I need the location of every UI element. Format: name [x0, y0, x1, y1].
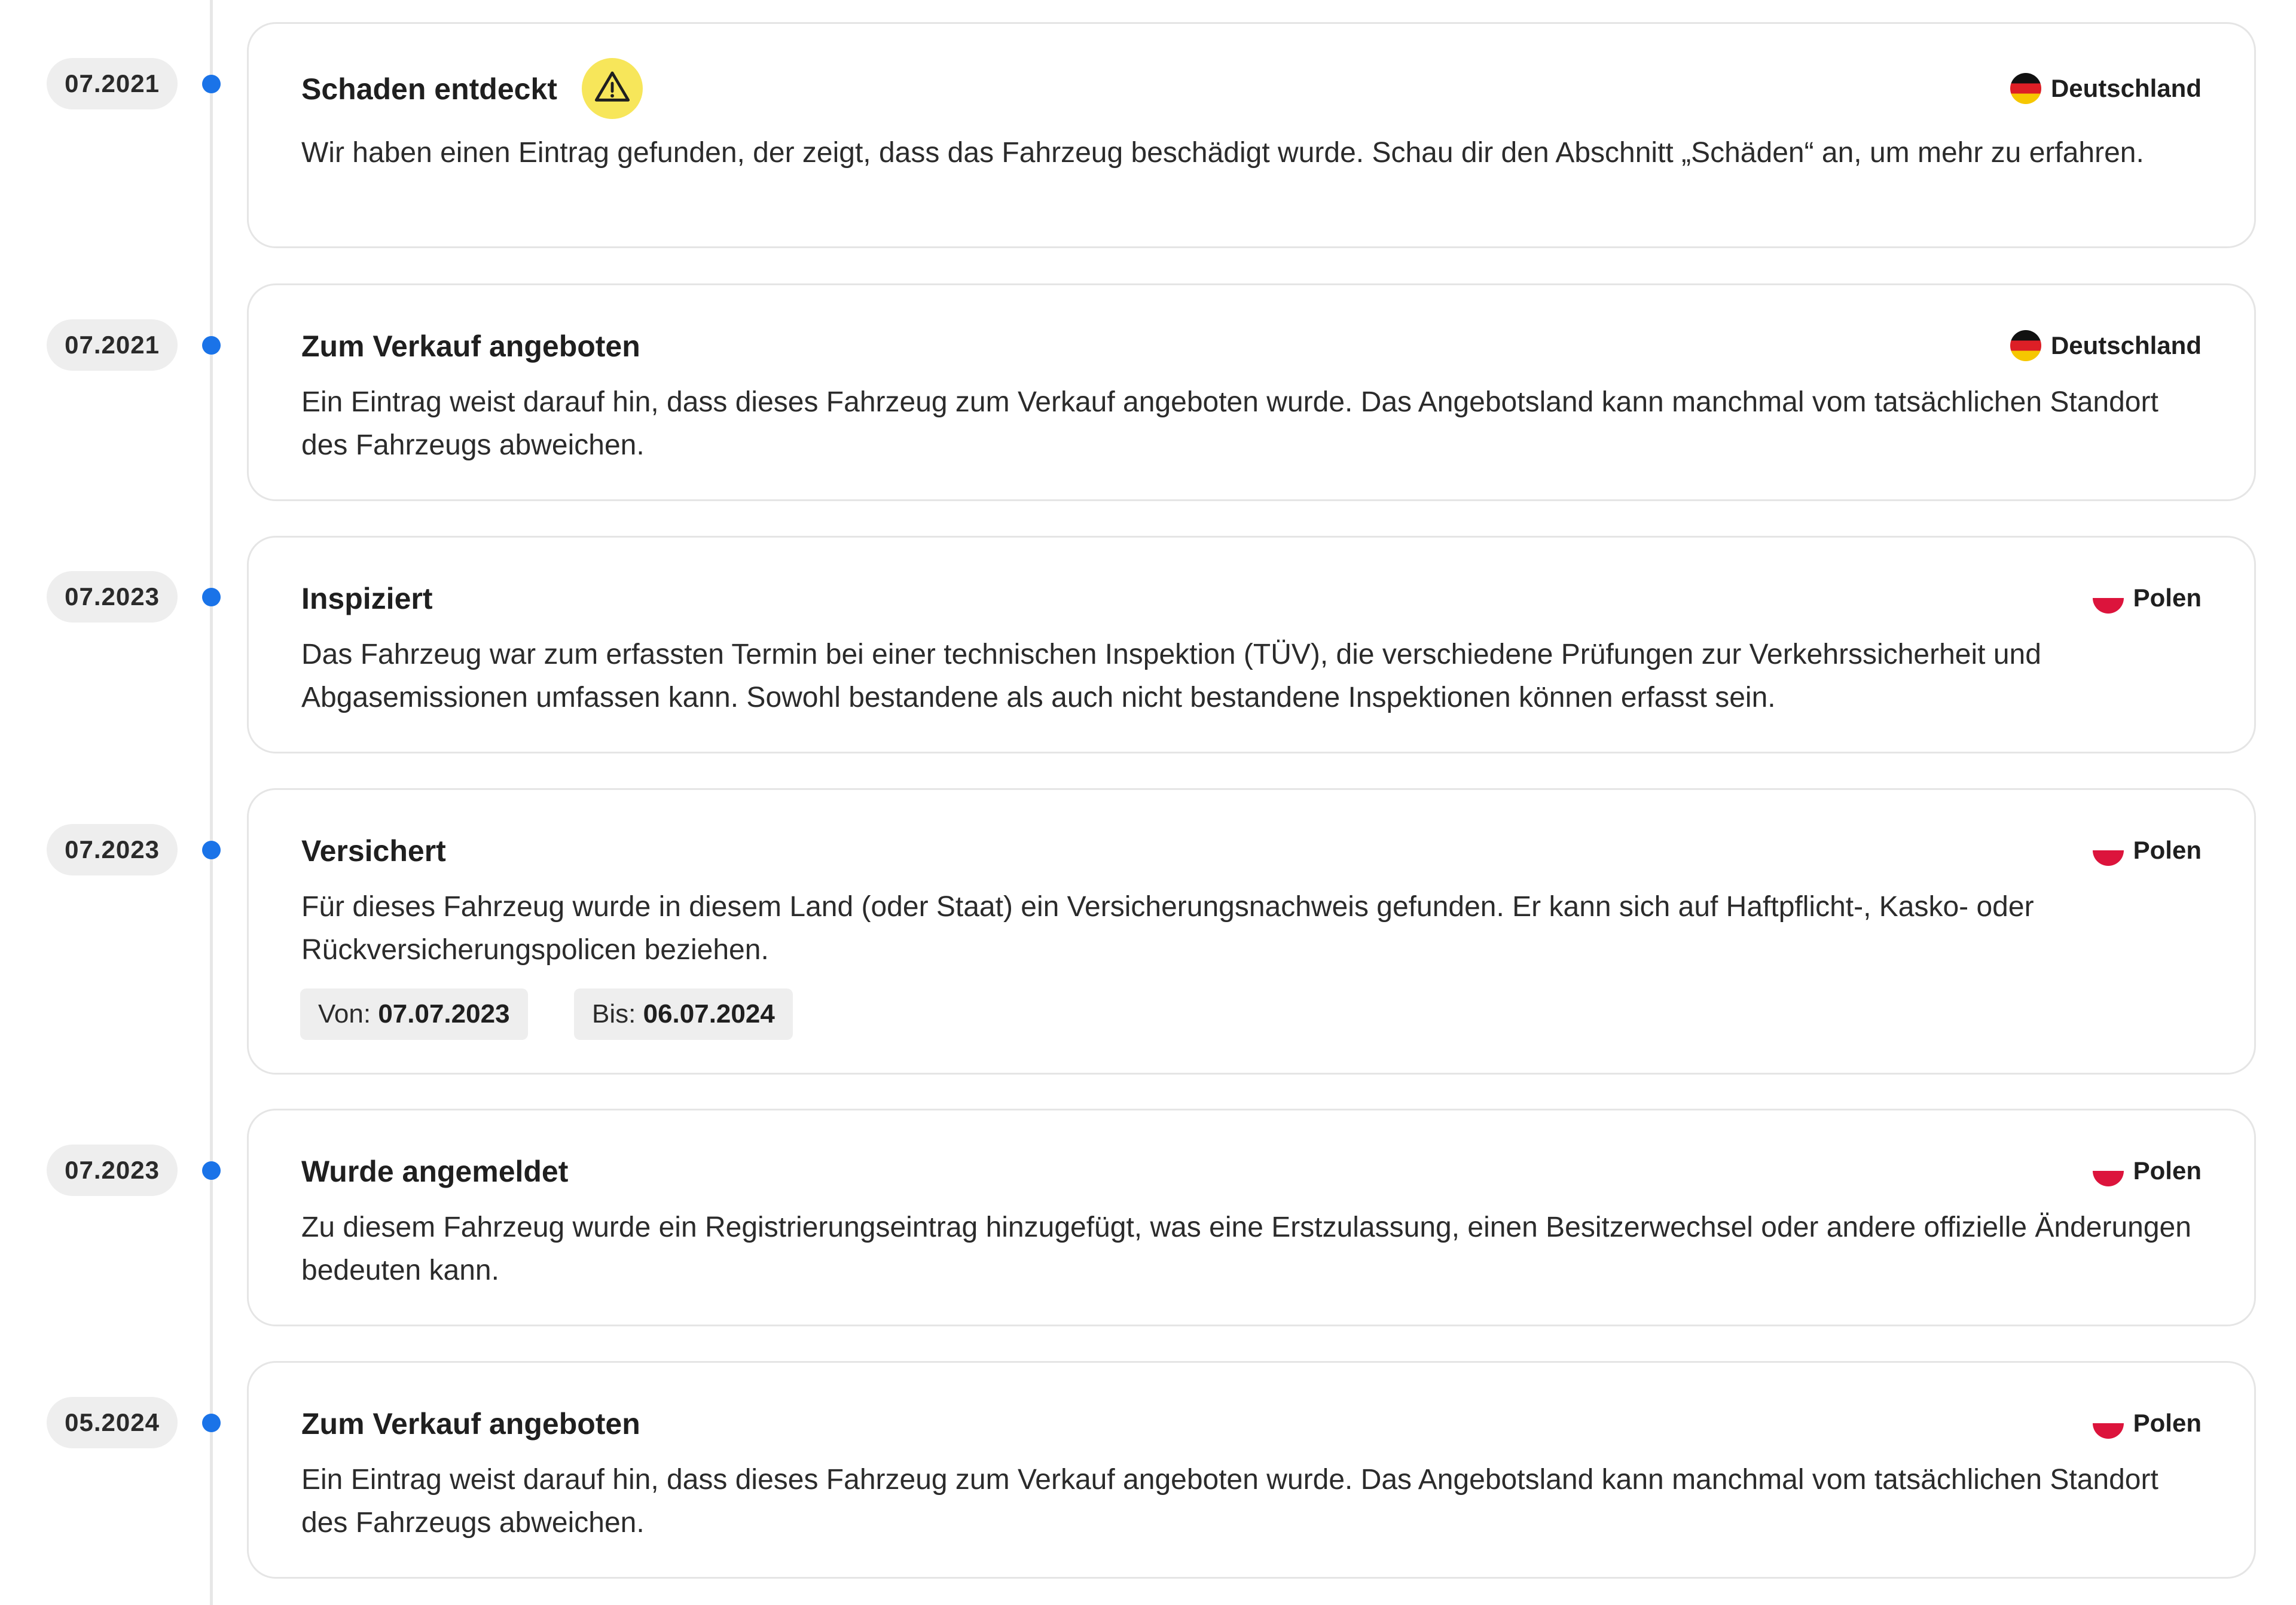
event-card	[247, 22, 2256, 248]
date-badge: 07.2023	[47, 824, 178, 875]
date-badge: 07.2023	[47, 571, 178, 623]
country-name: Polen	[2133, 1409, 2202, 1437]
event-title: Schaden entdeckt	[301, 72, 557, 106]
event-title: Versichert	[301, 834, 446, 868]
date-badge: 05.2024	[47, 1397, 178, 1448]
from-date: 07.07.2023	[378, 999, 510, 1029]
country-label	[2093, 581, 2202, 615]
country-name: Polen	[2133, 836, 2202, 864]
date-badge: 07.2021	[47, 319, 178, 371]
event-description: Das Fahrzeug war zum erfassten Termin bei einer technischen Inspektion (TÜV), die verschiedene Prüfungen zur Verkehrssicherheit und Abgasemissionen umfassen kann. Sowohl bestandene als auch nicht bestandene Inspektionen können erfasst sein.	[301, 639, 2041, 713]
country-label	[2093, 834, 2202, 867]
country-label	[2093, 1406, 2202, 1440]
event-card	[247, 788, 2256, 1075]
country-name: Deutschland	[2050, 74, 2202, 102]
insurance-to-chip	[574, 988, 793, 1040]
country-name: Deutschland	[2050, 331, 2202, 359]
country-label	[2010, 72, 2202, 105]
event-description: Wir haben einen Eintrag gefunden, der zeigt, dass das Fahrzeug beschädigt wurde. Schau dir den Abschnitt „Schäden“ an, um mehr zu erfahren.	[301, 137, 2144, 169]
germany-flag-icon	[2010, 73, 2041, 104]
poland-flag-icon	[2093, 1408, 2124, 1439]
timeline-dot	[202, 1161, 221, 1180]
poland-flag-icon	[2093, 835, 2124, 866]
timeline-dot	[202, 841, 221, 859]
country-name: Polen	[2133, 1157, 2202, 1185]
date-badge: 07.2023	[47, 1145, 178, 1196]
timeline-line	[210, 0, 213, 1605]
event-title: Zum Verkauf angeboten	[301, 329, 640, 363]
timeline-dot	[202, 336, 221, 355]
poland-flag-icon	[2093, 582, 2124, 614]
timeline-dot	[202, 588, 221, 606]
event-description: Für dieses Fahrzeug wurde in diesem Land (oder Staat) ein Versicherungsnachweis gefunden. Er kann sich auf Haftpflicht-, Kasko- oder Rückversicherungspolicen beziehen.	[301, 891, 2034, 966]
event-title: Wurde angemeldet	[301, 1155, 569, 1188]
event-description: Ein Eintrag weist darauf hin, dass dieses Fahrzeug zum Verkauf angeboten wurde. Das Angebotsland kann manchmal vom tatsächlichen Standort des Fahrzeugs abweichen.	[301, 1464, 2158, 1539]
to-date: 06.07.2024	[643, 999, 775, 1029]
timeline-dot	[202, 75, 221, 93]
event-card	[247, 283, 2256, 501]
event-description: Zu diesem Fahrzeug wurde ein Registrierungseintrag hinzugefügt, was eine Erstzulassung, einen Besitzerwechsel oder andere offizielle Änderungen bedeuten kann.	[301, 1212, 2191, 1286]
event-card	[247, 1361, 2256, 1579]
date-badge: 07.2021	[47, 58, 178, 109]
event-card	[247, 536, 2256, 753]
timeline-dot	[202, 1414, 221, 1432]
warning-triangle-icon	[582, 58, 643, 119]
event-card	[247, 1109, 2256, 1326]
event-title: Zum Verkauf angeboten	[301, 1407, 640, 1441]
poland-flag-icon	[2093, 1155, 2124, 1186]
country-label	[2093, 1154, 2202, 1188]
from-label: Von:	[318, 999, 371, 1029]
to-label: Bis:	[592, 999, 636, 1029]
event-title: Inspiziert	[301, 582, 433, 615]
insurance-from-chip	[300, 988, 528, 1040]
germany-flag-icon	[2010, 330, 2041, 361]
country-label	[2010, 329, 2202, 362]
country-name: Polen	[2133, 584, 2202, 612]
event-description: Ein Eintrag weist darauf hin, dass dieses Fahrzeug zum Verkauf angeboten wurde. Das Angebotsland kann manchmal vom tatsächlichen Standort des Fahrzeugs abweichen.	[301, 386, 2158, 461]
